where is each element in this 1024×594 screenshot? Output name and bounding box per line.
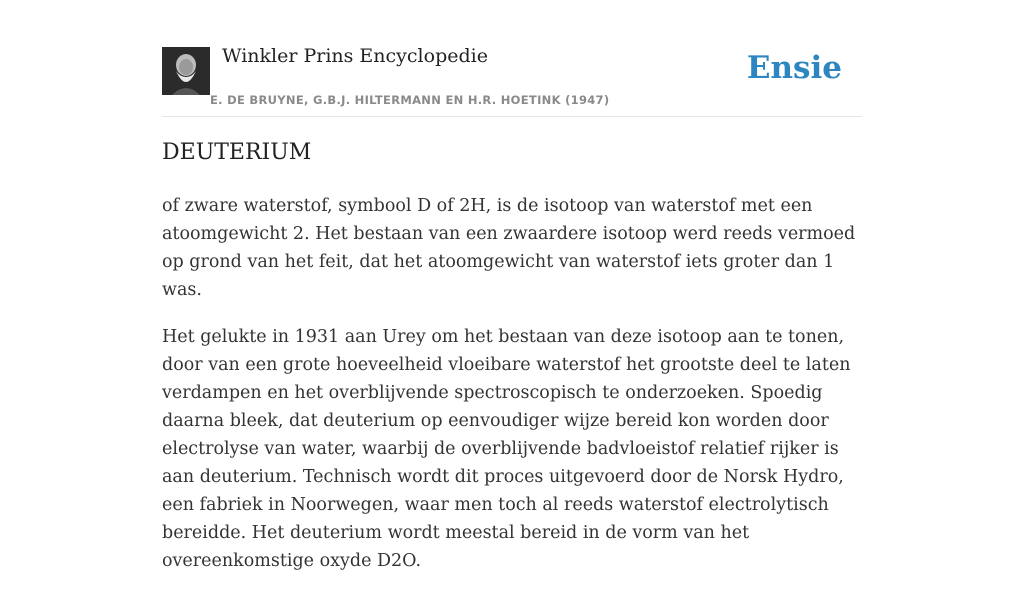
source-authors: E. DE BRUYNE, G.B.J. HILTERMANN EN H.R. HOETINK (1947) [210, 93, 610, 107]
source-title[interactable]: Winkler Prins Encyclopedie [222, 45, 488, 67]
entry-title: DEUTERIUM [162, 140, 312, 165]
author-portrait-icon[interactable] [162, 47, 210, 95]
entry-body [162, 192, 862, 594]
entry-paragraph: Het gelukte in 1931 aan Urey om het bestaan van deze isotoop aan te tonen, door van een grote hoeveelheid vloeibare waterstof het grootste deel te laten verdampen en het overblijvende spectroscopisch te onderzoeken. Spoedig daarna bleek, dat deuterium op eenvoudiger wijze bereid kon worden door electrolyse van water, waarbij de overblijvende badvloeistof relatief rijker is aan deuterium. Technisch wordt dit proces uitgevoerd door de Norsk Hydro, een fabriek in Noorwegen, waar men toch al reeds waterstof electrolytisch bereidde. Het deuterium wordt meestal bereid in de vorm van het overeenkomstige oxyde D2O. [162, 327, 851, 571]
entry-paragraph: of zware waterstof, symbool D of 2H, is de isotoop van waterstof met een atoomgewicht 2. Het bestaan van een zwaardere isotoop werd reeds vermoed op grond van het feit, dat het atoomgewicht van waterstof iets groter dan 1 was. [162, 196, 856, 300]
source-header [162, 0, 862, 117]
brand-logo[interactable]: Ensie [746, 50, 842, 86]
article [162, 0, 862, 571]
